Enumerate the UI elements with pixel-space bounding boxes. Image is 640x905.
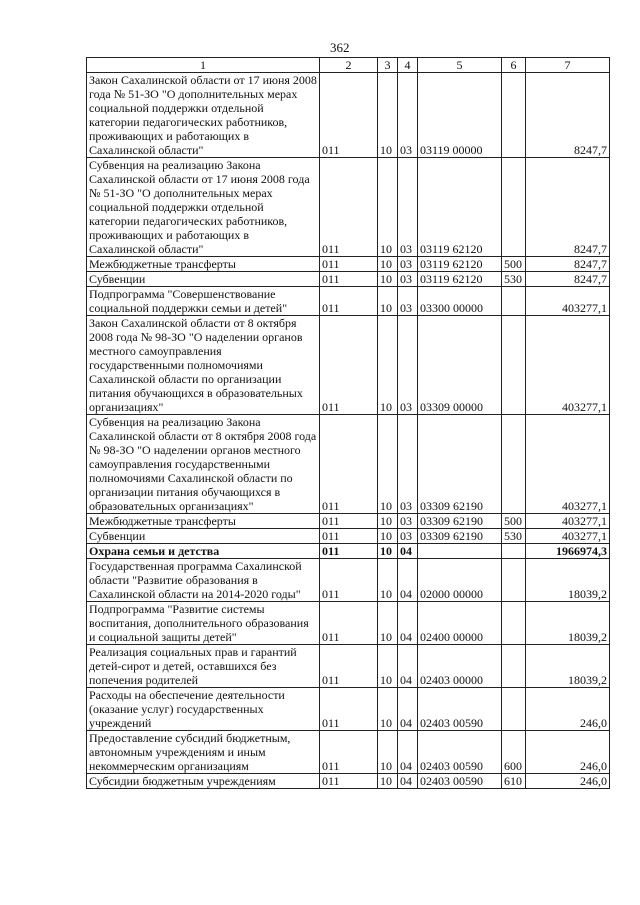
table-row (87, 602, 610, 645)
row-section-cell: 10 (378, 688, 398, 731)
row-subsection-cell: 03 (398, 272, 418, 287)
row-expense-type-cell: 530 (502, 529, 526, 544)
row-ministry-cell: 011 (320, 316, 378, 415)
row-name-cell: Закон Сахалинской области от 17 июня 2008 года № 51-ЗО "О дополнительных мерах социальной поддержки отдельной категории педагогических работников, проживающих и работающих в Сахалинской области" (87, 73, 320, 158)
row-section-cell: 10 (378, 73, 398, 158)
row-subsection-cell: 03 (398, 316, 418, 415)
row-section-cell: 10 (378, 316, 398, 415)
row-target-cell: 02000 00000 (418, 559, 502, 602)
row-name-cell: Субвенции (87, 272, 320, 287)
row-subsection-cell: 03 (398, 257, 418, 272)
row-subsection-cell: 03 (398, 73, 418, 158)
row-ministry-cell: 011 (320, 731, 378, 774)
row-expense-type-cell (502, 602, 526, 645)
row-expense-type-cell: 500 (502, 514, 526, 529)
row-name-cell: Субвенции (87, 529, 320, 544)
row-section-cell: 10 (378, 272, 398, 287)
row-expense-type-cell: 530 (502, 272, 526, 287)
row-section-cell: 10 (378, 559, 398, 602)
row-amount-cell: 403277,1 (526, 287, 610, 316)
row-subsection-cell: 03 (398, 529, 418, 544)
row-target-cell: 03309 62190 (418, 415, 502, 514)
row-amount-cell: 1966974,3 (526, 544, 610, 559)
row-amount-cell: 403277,1 (526, 514, 610, 529)
row-name-cell: Подпрограмма "Развитие системы воспитания, дополнительного образования и социальной защиты детей" (87, 602, 320, 645)
row-target-cell: 03119 62120 (418, 257, 502, 272)
row-ministry-cell: 011 (320, 415, 378, 514)
table-row (87, 287, 610, 316)
row-ministry-cell: 011 (320, 544, 378, 559)
row-name-cell: Государственная программа Сахалинской области "Развитие образования в Сахалинской области на 2014-2020 годы" (87, 559, 320, 602)
header-cell: 1 (87, 58, 320, 73)
row-amount-cell: 18039,2 (526, 645, 610, 688)
row-name-cell: Межбюджетные трансферты (87, 514, 320, 529)
row-expense-type-cell: 610 (502, 774, 526, 789)
table-row (87, 316, 610, 415)
row-subsection-cell: 03 (398, 514, 418, 529)
row-target-cell: 02400 00000 (418, 602, 502, 645)
row-name-cell: Субвенция на реализацию Закона Сахалинской области от 17 июня 2008 года № 51-ЗО "О дополнительных мерах социальной поддержки отдельной категории педагогических работников, проживающих и работающих в Сахалинской области" (87, 158, 320, 257)
row-subsection-cell: 03 (398, 158, 418, 257)
row-subsection-cell: 03 (398, 415, 418, 514)
row-expense-type-cell (502, 645, 526, 688)
row-ministry-cell: 011 (320, 688, 378, 731)
row-subsection-cell: 04 (398, 688, 418, 731)
row-subsection-cell: 04 (398, 774, 418, 789)
row-target-cell: 02403 00000 (418, 645, 502, 688)
row-expense-type-cell (502, 688, 526, 731)
row-target-cell: 02403 00590 (418, 688, 502, 731)
row-name-cell: Субвенция на реализацию Закона Сахалинской области от 8 октября 2008 года № 98-ЗО "О наделении органов местного самоуправления государственными полномочиями Сахалинской области по организации питания обучающихся в образовательных организациях" (87, 415, 320, 514)
row-amount-cell: 8247,7 (526, 257, 610, 272)
row-expense-type-cell (502, 415, 526, 514)
table-row (87, 645, 610, 688)
row-target-cell: 03119 62120 (418, 272, 502, 287)
row-subsection-cell: 04 (398, 544, 418, 559)
row-name-cell: Реализация социальных прав и гарантий детей-сирот и детей, оставшихся без попечения родителей (87, 645, 320, 688)
row-ministry-cell: 011 (320, 559, 378, 602)
table-row (87, 731, 610, 774)
row-amount-cell: 246,0 (526, 774, 610, 789)
row-name-cell: Межбюджетные трансферты (87, 257, 320, 272)
row-section-cell: 10 (378, 645, 398, 688)
row-ministry-cell: 011 (320, 645, 378, 688)
row-name-cell: Предоставление субсидий бюджетным, автономным учреждениям и иным некоммерческим организациям (87, 731, 320, 774)
row-subsection-cell: 04 (398, 602, 418, 645)
row-amount-cell: 403277,1 (526, 415, 610, 514)
row-amount-cell: 246,0 (526, 731, 610, 774)
row-amount-cell: 403277,1 (526, 316, 610, 415)
header-cell: 7 (526, 58, 610, 73)
budget-table (86, 57, 610, 789)
row-ministry-cell: 011 (320, 529, 378, 544)
row-name-cell: Подпрограмма "Совершенствование социальной поддержки семьи и детей" (87, 287, 320, 316)
row-amount-cell: 246,0 (526, 688, 610, 731)
row-expense-type-cell (502, 73, 526, 158)
row-subsection-cell: 03 (398, 287, 418, 316)
table-row (87, 158, 610, 257)
table-row (87, 415, 610, 514)
row-name-cell: Охрана семьи и детства (87, 544, 320, 559)
row-ministry-cell: 011 (320, 514, 378, 529)
header-cell: 4 (398, 58, 418, 73)
table-header-row (87, 58, 610, 73)
row-target-cell (418, 544, 502, 559)
table-row (87, 73, 610, 158)
row-target-cell: 03309 00000 (418, 316, 502, 415)
row-target-cell: 02403 00590 (418, 774, 502, 789)
row-subsection-cell: 04 (398, 731, 418, 774)
table-row (87, 257, 610, 272)
row-section-cell: 10 (378, 514, 398, 529)
row-expense-type-cell (502, 287, 526, 316)
row-ministry-cell: 011 (320, 257, 378, 272)
row-amount-cell: 403277,1 (526, 529, 610, 544)
row-target-cell: 03300 00000 (418, 287, 502, 316)
row-amount-cell: 18039,2 (526, 602, 610, 645)
row-target-cell: 03309 62190 (418, 514, 502, 529)
row-amount-cell: 18039,2 (526, 559, 610, 602)
table-row (87, 688, 610, 731)
row-expense-type-cell (502, 544, 526, 559)
row-section-cell: 10 (378, 257, 398, 272)
row-subsection-cell: 04 (398, 645, 418, 688)
header-cell: 2 (320, 58, 378, 73)
page-number: 362 (330, 40, 350, 55)
row-ministry-cell: 011 (320, 774, 378, 789)
row-section-cell: 10 (378, 544, 398, 559)
row-expense-type-cell: 500 (502, 257, 526, 272)
row-section-cell: 10 (378, 158, 398, 257)
header-cell: 6 (502, 58, 526, 73)
row-section-cell: 10 (378, 774, 398, 789)
table-row (87, 514, 610, 529)
row-amount-cell: 8247,7 (526, 272, 610, 287)
row-section-cell: 10 (378, 731, 398, 774)
row-name-cell: Субсидии бюджетным учреждениям (87, 774, 320, 789)
row-target-cell: 03309 62190 (418, 529, 502, 544)
table-row (87, 559, 610, 602)
table-row (87, 529, 610, 544)
row-target-cell: 02403 00590 (418, 731, 502, 774)
row-section-cell: 10 (378, 529, 398, 544)
table-row (87, 272, 610, 287)
row-ministry-cell: 011 (320, 158, 378, 257)
row-target-cell: 03119 00000 (418, 73, 502, 158)
row-ministry-cell: 011 (320, 602, 378, 645)
row-section-cell: 10 (378, 602, 398, 645)
row-section-cell: 10 (378, 287, 398, 316)
row-section-cell: 10 (378, 415, 398, 514)
row-expense-type-cell (502, 559, 526, 602)
header-cell: 3 (378, 58, 398, 73)
row-expense-type-cell (502, 316, 526, 415)
row-name-cell: Закон Сахалинской области от 8 октября 2008 года № 98-ЗО "О наделении органов местного самоуправления государственными полномочиями Сахалинской области по организации питания обучающихся в образовательных организациях" (87, 316, 320, 415)
row-ministry-cell: 011 (320, 73, 378, 158)
row-ministry-cell: 011 (320, 272, 378, 287)
row-target-cell: 03119 62120 (418, 158, 502, 257)
row-amount-cell: 8247,7 (526, 73, 610, 158)
row-expense-type-cell (502, 158, 526, 257)
header-cell: 5 (418, 58, 502, 73)
table-row (87, 544, 610, 559)
row-ministry-cell: 011 (320, 287, 378, 316)
row-amount-cell: 8247,7 (526, 158, 610, 257)
row-expense-type-cell: 600 (502, 731, 526, 774)
row-subsection-cell: 04 (398, 559, 418, 602)
table-row (87, 774, 610, 789)
row-name-cell: Расходы на обеспечение деятельности (оказание услуг) государственных учреждений (87, 688, 320, 731)
